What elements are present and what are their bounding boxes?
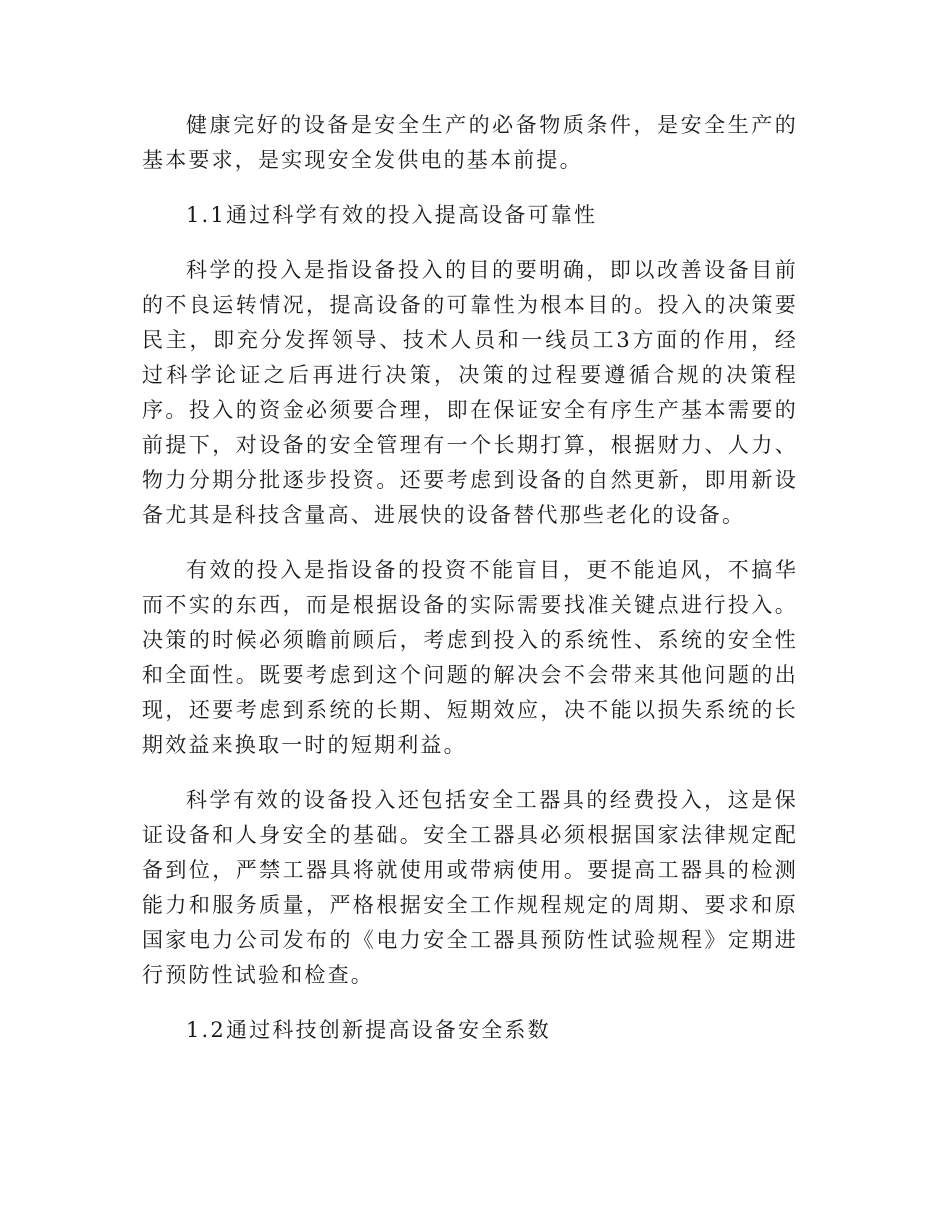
section-1-1-paragraph-3: 科学有效的设备投入还包括安全工器具的经费投入，这是保证设备和人身安全的基础。安全工器具必须根据国家法律规定配备到位，严禁工器具将就使用或带病使用。要提高工器具的检测能力和服务质量，严格根据安全工作规程规定的周期、要求和原国家电力公司发布的《电力安全工器具预防性试验规程》定期进行预防性试验和检查。 <box>142 788 798 987</box>
section-1-1-heading: 1.1通过科学有效的投入提高设备可靠性 <box>186 203 598 227</box>
section-1-1-paragraph-2: 有效的投入是指设备的投资不能盲目，更不能追风，不搞华而不实的东西，而是根据设备的实际需要找准关键点进行投入。决策的时候必须瞻前顾后，考虑到投入的系统性、系统的安全性和全面性。既要考虑到这个问题的解决会不会带来其他问题的出现，还要考虑到系统的长期、短期效应，决不能以损失系统的长期效益来换取一时的短期利益。 <box>142 558 798 757</box>
intro-paragraph: 健康完好的设备是安全生产的必备物质条件，是安全生产的基本要求，是实现安全发供电的基本前提。 <box>142 113 798 172</box>
document-body <box>142 108 798 1068</box>
section-1-1-paragraph-1: 科学的投入是指设备投入的目的要明确，即以改善设备目前的不良运转情况，提高设备的可靠性为根本目的。投入的决策要民主，即充分发挥领导、技术人员和一线员工3方面的作用，经过科学论证之后再进行决策，决策的过程要遵循合规的决策程序。投入的资金必须要合理，即在保证安全有序生产基本需要的前提下，对设备的安全管理有一个长期打算，根据财力、人力、物力分期分批逐步投资。还要考虑到设备的自然更新，即用新设备尤其是科技含量高、进展快的设备替代那些老化的设备。 <box>142 258 798 527</box>
section-1-2-heading: 1.2通过科技创新提高设备安全系数 <box>186 1018 551 1042</box>
